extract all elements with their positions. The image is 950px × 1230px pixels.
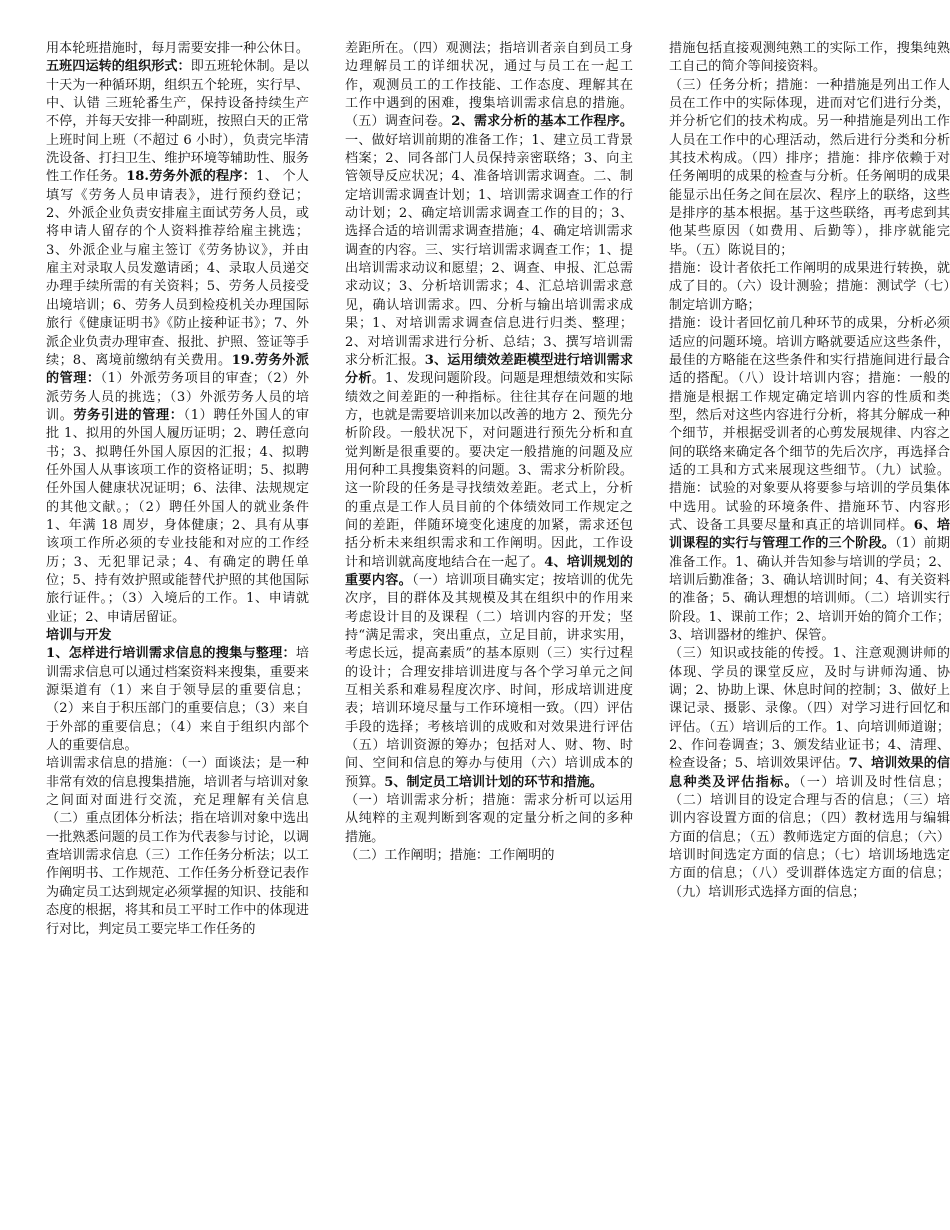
text-column-3 <box>669 40 950 1220</box>
column-1-text <box>46 40 309 939</box>
text-segment: （一）培训需求分析；措施：需求分析可以运用从纯粹的主观判断到客观的定量分析之间的多种措施。 <box>345 793 633 845</box>
text-segment: 即五班轮休制。是以十天为一种循环期，组织五个轮班，实行早、中、认错 三班轮番生产，保持设备持续生产不停，并每天安排一种副班，按照白天的正常上班时间上班（不超过 6 小时），负责完毕清洗设备、打扫卫生、维护环境等辅助性、服务性工作任务。 <box>46 59 309 185</box>
text-segment: （三）任务分析；措施：一种措施是列出工作人员在工作中的实际体现，进而对它们进行分类，并分析它们的技术构成。另一种措施是列出工作人员在工作中的心理活动，然后进行分类和分析其技术构成。（四）排序；措施：排序依赖于对任务阐明的成果的检查与分析。任务阐明的成果能显示出任务之间在层次、程序上的联络，这些是排序的基本根据。基于这些联络，再考虑到其他某些原因（如费用、后勤等），排序就能完毕。（五）陈说目的； <box>669 77 950 258</box>
bold-heading-segment: 2、需求分析的基本工作程序。 <box>451 114 633 130</box>
bold-heading-segment: 19.劳务外派的管理： <box>46 352 309 387</box>
text-segment: （二）工作阐明；措施：工作阐明的 <box>345 848 555 864</box>
text-column-2 <box>345 40 633 1220</box>
text-segment: 培训需求信息的措施：（一）面谈法；是一种非常有效的信息搜集措施，培训者与培训对象之间面对面进行交流，充足理解有关信息（二）重点团体分析法；指在培训对象中选出一批熟悉问题的员工作为代表参与讨论，以调查培训需求信息（三）工作任务分析法；以工作阐明书、工作规范、工作任务分析登记表作为确定员工达到规定必须掌握的知识、技能和态度的根据，将其和员工平时工作中的体现进行对比，判定员工要完毕工作任务的 <box>46 756 309 937</box>
bold-heading-segment: 劳务引进的管理： <box>73 407 184 423</box>
text-segment: 措施：设计者回忆前几种环节的成果，分析必须适应的问题环境。培训方略就要适应这些条件，最佳的方略能在这些条件和实行措施间进行最合适的搭配。（八）设计培训内容；措施：一般的措施是根据工作规定确定培训内容的性质和类型，然后对这些内容进行分析，将其分解成一种个细节，并根据受训者的心剪发展规律、内容之间的联络来确定各个细节的先后次序，再选择合适的工具和方式来展现这些细节。（九）试验。措施：试验的对象要从将要参与培训的学员集体中选用。试验的环境条件、措施环节、内容形式、设备工具要尽量和真正的培训同样。 <box>669 316 950 533</box>
text-segment: （三）知识或技能的传授。1、注意观测讲师的体现、学员的课堂反应，及时与讲师沟通、协调；2、协助上课、休息时间的控制；3、做好上课记录、摄影、录像。（四）对学习进行回忆和评估。（五）培训后的工作。1、向培训师道谢；2、作问卷调查；3、颁发结业证书；4、清理、检查设备；5、培训效果评估。 <box>669 646 950 772</box>
bold-heading-segment: 5、制定员工培训计划的环节和措施。 <box>384 774 603 790</box>
text-segment: （一）培训及时性信息；（二）培训目的设定合理与否的信息；（三）培训内容设置方面的信息；（四）教材选用与编辑方面的信息；（五）教师选定方面的信息；（六）培训时间选定方面的信息；（七）培训场地选定方面的信息；（八）受训群体选定方面的信息；（九）培训形式选择方面的信息； <box>669 774 950 900</box>
text-segment: 一、做好培训前期的准备工作；1、建立员工背景档案；2、同各部门人员保持亲密联络；3、向主管领导反应状况；4、准备培训需求调查。二、制定培训需求调查计划；1、培训需求调查工作的行动计划；2、确定培训需求调查工作的目的；3、选择合适的培训需求调查措施；4、确定培训需求调查的内容。三、实行培训需求调查工作；1、提出培训需求动议和愿望；2、调查、申报、汇总需求动议；3、分析培训需求；4、汇总培训需求意见，确认培训需求。四、分析与输出培训需求成果；1、对培训需求调查信息进行归类、整理；2、对培训需求进行分析、总结；3、撰写培训需求分析汇报。 <box>345 132 633 368</box>
text-segment: 培训需求信息可以通过档案资料来搜集，重要来源渠道有（1）来自于领导层的重要信息；（2）来自于积压部门的重要信息；（3）来自于外部的重要信息；（4）来自于组织内部个人的重要信息。 <box>46 646 309 754</box>
column-3-text <box>669 40 950 902</box>
text-segment: 差距所在。（四）观测法；指培训者亲自到员工身边理解员工的详细状况，通过与员工在一起工作，观测员工的工作技能、工作态度、理解其在工作中遇到的困难，搜集培训需求信息的措施。（五）调查问卷。 <box>345 41 633 130</box>
bold-heading-segment: 3、运用绩效差距模型进行培训需求分析 <box>345 352 633 387</box>
text-segment: 。1、发现问题阶段。问题是理想绩效和实际绩效之间差距的一种指标。往往其存在问题的地方，也就是需要培训来加以改善的地方 2、预先分析阶段。一般状况下，对问题进行预先分析和直觉判断是很重要的。要决定一般措施的问题及应用何种工具搜集资料的问题。3、需求分析阶段。这一阶段的任务是寻找绩效差距。老式上，分析的重点是工作人员目前的个体绩效同工作规定之间的差距，伴随环境变化速度的加紧，需求还包括分析未来组织需求和工作阐明。因此，工作设计和培训就高度地结合在一起了。 <box>345 371 633 570</box>
text-column-1 <box>46 40 309 1220</box>
bold-heading-segment: 1、怎样进行培训需求信息的搜集与整理： <box>46 646 296 662</box>
text-segment: 措施包括直接观测纯熟工的实际工作，搜集纯熟工自己的简介等间接资料。 <box>669 41 950 75</box>
text-segment: （一）培训项目确实定；按培训的优先次序，目的群体及其规模及其在组织中的作用来考虑设计目的及课程（二）培训内容的开发；坚持“满足需求，突出重点，立足目前，讲求实用，考虑长远，提高素质”的基本原则（三）实行过程的设计；合理安排培训进度与各个学习单元之间互相关系和难易程度次序、时间，形成培训进度表；培训环境尽量与工作环境相一致。（四）评估手段的选择；考核培训的成败和对效果进行评估（五）培训资源的筹办；包括对人、财、物、时间、空间和信息的筹办与使用（六）培训成本的预算。 <box>345 572 633 790</box>
text-segment: （1）外派劳务项目的审查；（2）外派劳务人员的挑选；（3）外派劳务人员的培训。 <box>46 371 309 423</box>
column-2-text <box>345 40 633 865</box>
text-segment: （1）聘任外国人的审批 1、拟用的外国人履历证明；2、聘任意向书；3、拟聘任外国人原因的汇报；4、拟聘任外国人从事该项工作的资格证明；5、拟聘任外国人健康状况证明；6、法律、法规规定的其他文献。；（2）聘任外国人的就业条件 1、年满 18 周岁，身体健康；2、具有从事该项工作所必须的专业技能和对应的工作经历；3、无犯罪记录；4、有确定的聘任单位；5、持有效护照或能替代护照的其他国际旅行证件。；（3）入境后的工作。1、申请就业证；2、申请居留证。 <box>46 407 309 625</box>
bold-heading-segment: 培训与开发 <box>46 628 112 643</box>
bold-heading-segment: 4、培训规划的重要内容。 <box>345 554 633 588</box>
text-segment: 1、 个人填写《劳务人员申请表》，进行预约登记；2、外派企业负责安排雇主面试劳务人员，或将申请人留存的个人资料推荐给雇主挑选；3、外派企业与雇主签订《劳务协议》，并由雇主对录取人员发邀请函；4、录取人员递交办理手续所需的有关资料；5、劳务人员接受出境培训；6、劳务人员到检疫机关办理国际旅行《健康证明书》《防止接种证书》；7、外派企业负责办理审查、报批、护照、签证等手续；8、离境前缴纳有关费用。 <box>46 169 309 368</box>
text-segment: （1）前期准备工作。1、确认并告知参与培训的学员；2、培训后勤准备；3、确认培训时间；4、有关资料的准备；5、确认理想的培训师。（二）培训实行阶段。1、课前工作；2、培训开始的简介工作；3、培训器材的维护、保管。 <box>669 536 950 643</box>
bold-heading-segment: 五班四运转的组织形式： <box>46 59 191 75</box>
bold-heading-segment: 18.劳务外派的程序： <box>126 169 257 185</box>
bold-heading-segment: 7、培训效果的信息种类及评估指标。 <box>669 756 950 790</box>
bold-heading-segment: 6、培训课程的实行与管理工作的三个阶段。 <box>669 517 950 552</box>
text-segment: 措施：设计者依托工作阐明的成果进行转换，就成了目的。（六）设计测验；措施：测试学（七）制定培训方略； <box>669 261 950 313</box>
text-segment: 用本轮班措施时，每月需要安排一种公休日。 <box>46 41 309 56</box>
